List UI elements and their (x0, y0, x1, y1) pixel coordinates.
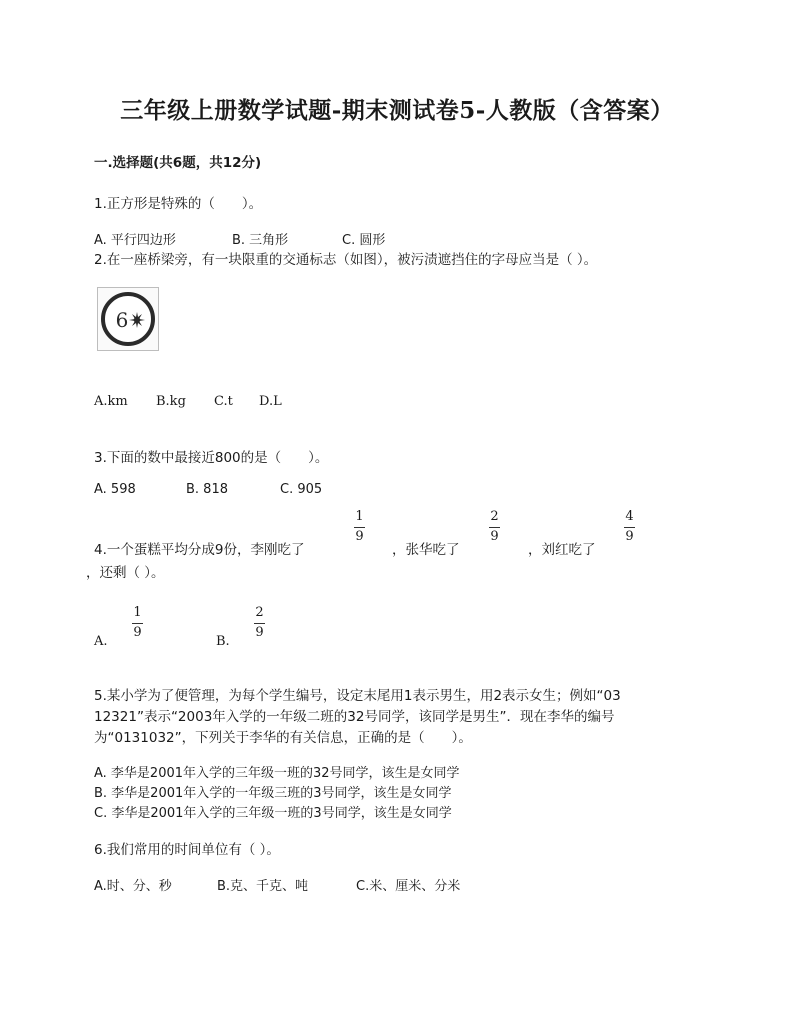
denominator: 9 (355, 529, 364, 544)
q2-option-b: B.kg (156, 394, 186, 409)
q6-option-a: A.时、分、秒 (94, 879, 172, 894)
q5-option-a: A. 李华是2001年入学的三年级一班的32号同学，该生是女同学 (94, 766, 460, 781)
q5-option-c: C. 李华是2001年入学的三年级一班的3号同学，该生是女同学 (94, 806, 452, 821)
numerator: 2 (255, 605, 264, 620)
q1-option-b: B. 三角形 (232, 233, 289, 248)
fraction-1-9 (354, 510, 365, 544)
weight-limit-sign-icon (98, 288, 158, 350)
q2-option-c: C.t (214, 394, 233, 409)
q2-option-a: A.km (94, 394, 128, 409)
page-title: 三年级上册数学试题-期末测试卷5-人教版（含答案） (120, 97, 674, 124)
traffic-sign-image (97, 287, 159, 351)
q3-option-a: A. 598 (94, 482, 136, 497)
q1-option-c: C. 圆形 (342, 233, 386, 248)
denominator: 9 (625, 529, 634, 544)
question-4-part3: ，刘红吃了 (528, 542, 596, 558)
section-heading: 一.选择题(共6题，共12分) (94, 155, 262, 171)
numerator: 1 (355, 509, 364, 524)
question-4-line2: ，还剩（ ）。 (86, 565, 165, 581)
q6-option-b: B.克、千克、吨 (217, 879, 309, 894)
numerator: 4 (625, 509, 634, 524)
question-3: 3.下面的数中最接近800的是（ ）。 (94, 450, 329, 466)
numerator: 2 (490, 509, 499, 524)
q4-option-b-label: B. (216, 634, 230, 649)
question-1: 1.正方形是特殊的（ ）。 (94, 196, 263, 212)
question-2: 2.在一座桥梁旁，有一块限重的交通标志（如图），被污渍遮挡住的字母应当是（ ）。 (94, 252, 598, 268)
denominator: 9 (133, 625, 142, 640)
q3-option-b: B. 818 (186, 482, 228, 497)
numerator: 1 (133, 605, 142, 620)
q1-option-a: A. 平行四边形 (94, 233, 176, 248)
fraction-2-9 (489, 510, 500, 544)
q2-option-d: D.L (259, 394, 282, 409)
question-4-part2: ，张华吃了 (392, 542, 460, 558)
denominator: 9 (255, 625, 264, 640)
q6-option-c: C.米、厘米、分米 (356, 879, 461, 894)
question-4-part1: 4.一个蛋糕平均分成9份，李刚吃了 (94, 542, 305, 558)
question-6: 6.我们常用的时间单位有（ ）。 (94, 842, 280, 858)
question-5-line2: 12321”表示“2003年入学的一年级二班的32号同学，该同学是男生”．现在李华的编号 (94, 709, 615, 725)
q4-option-b-fraction (254, 606, 265, 640)
question-5-line3: 为“0131032”，下列关于李华的有关信息，正确的是（ ）。 (94, 730, 472, 746)
q3-option-c: C. 905 (280, 482, 323, 497)
sign-digit: 6 (115, 308, 129, 332)
q4-option-a-label: A. (94, 634, 108, 649)
fraction-4-9 (624, 510, 635, 544)
q5-option-b: B. 李华是2001年入学的一年级三班的3号同学，该生是女同学 (94, 786, 452, 801)
question-5-line1: 5.某小学为了便管理，为每个学生编号，设定末尾用1表示男生，用2表示女生；例如“03 (94, 688, 621, 704)
q4-option-a-fraction (132, 606, 143, 640)
denominator: 9 (490, 529, 499, 544)
